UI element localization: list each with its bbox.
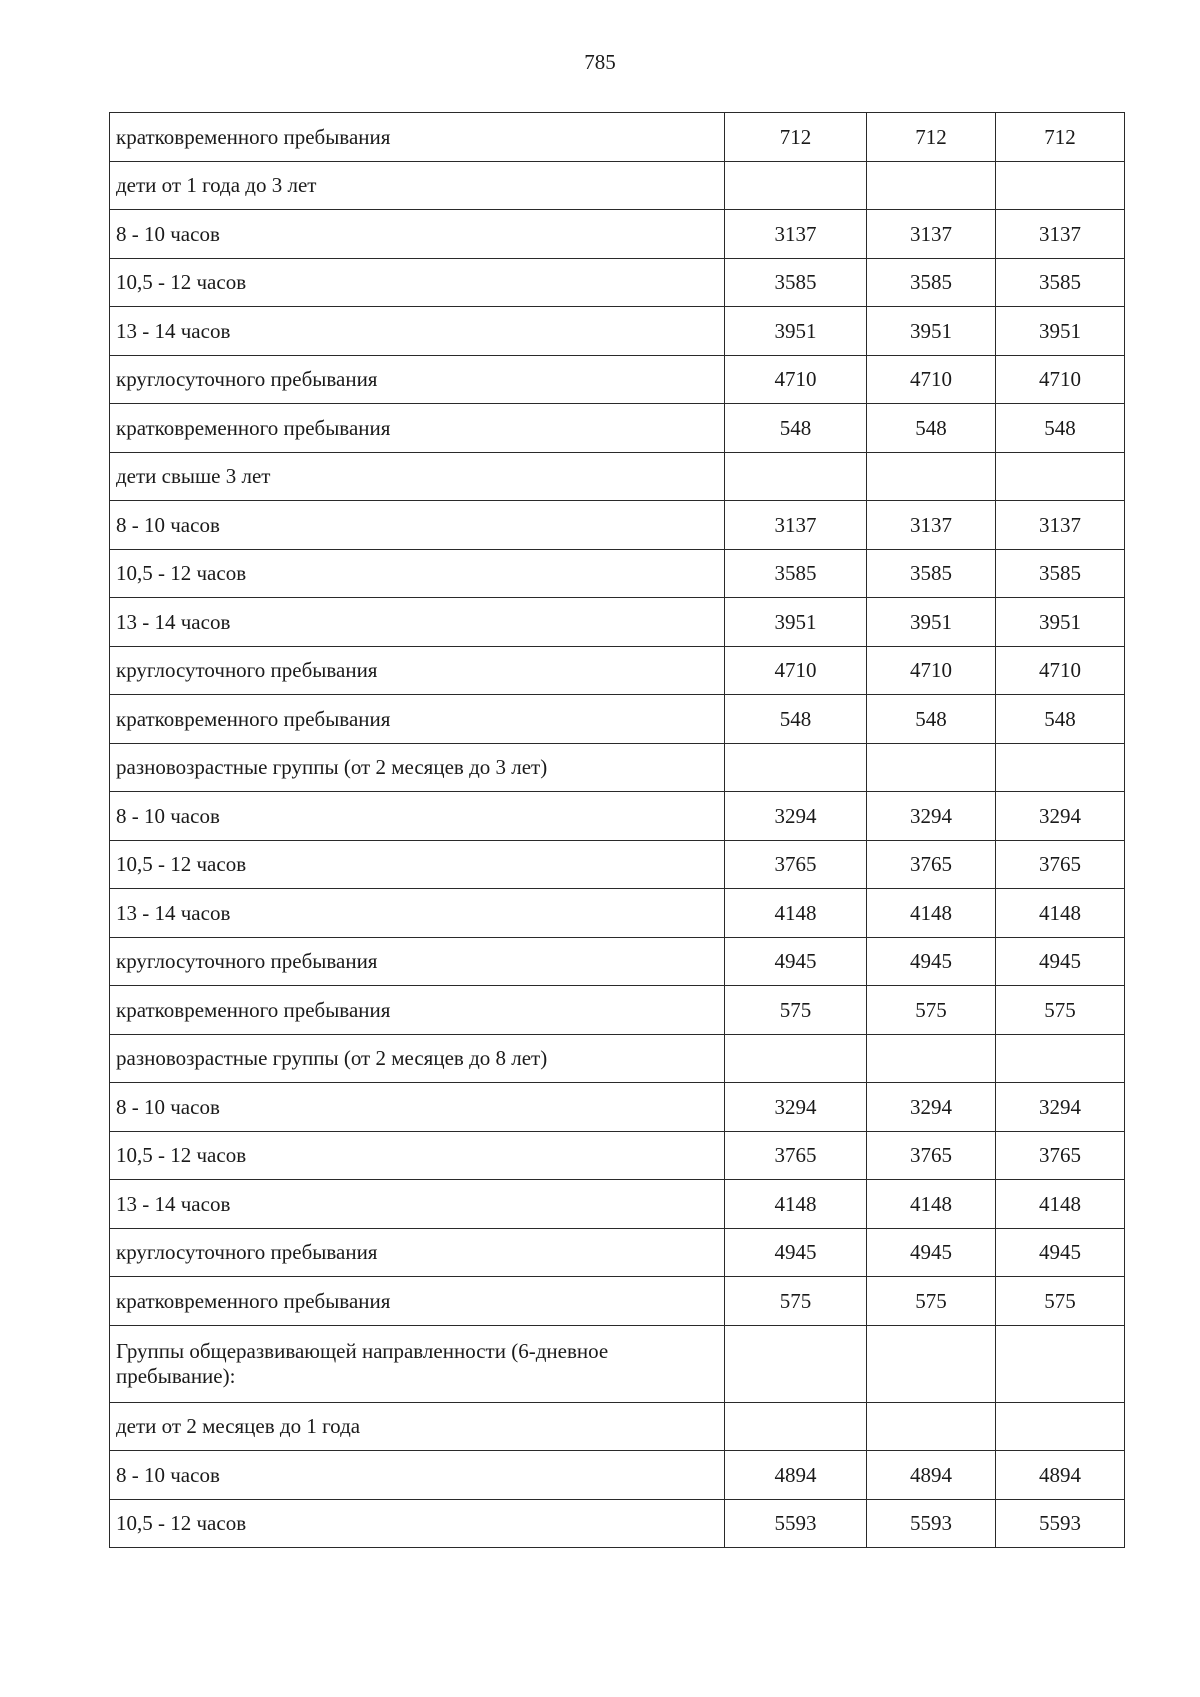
table-row <box>110 113 1125 162</box>
value-cell-1: 5593 <box>725 1499 867 1548</box>
row-label: 8 - 10 часов <box>110 210 725 259</box>
value-cell-1: 712 <box>725 113 867 162</box>
table-row <box>110 501 1125 550</box>
table-row <box>110 404 1125 453</box>
value-cell-1: 3137 <box>725 210 867 259</box>
table-row <box>110 695 1125 744</box>
row-label: дети от 1 года до 3 лет <box>110 161 725 210</box>
value-cell-3: 3137 <box>996 501 1125 550</box>
value-cell-3: 4894 <box>996 1451 1125 1500</box>
row-label: 13 - 14 часов <box>110 1180 725 1229</box>
value-cell-3: 3765 <box>996 1131 1125 1180</box>
value-cell-1: 3294 <box>725 792 867 841</box>
row-label: круглосуточного пребывания <box>110 1228 725 1277</box>
row-label: круглосуточного пребывания <box>110 937 725 986</box>
value-cell-1: 3765 <box>725 1131 867 1180</box>
value-cell-3 <box>996 1325 1125 1402</box>
row-label: 10,5 - 12 часов <box>110 1131 725 1180</box>
value-cell-2: 712 <box>867 113 996 162</box>
row-label: 8 - 10 часов <box>110 1083 725 1132</box>
value-cell-2 <box>867 161 996 210</box>
value-cell-2: 548 <box>867 404 996 453</box>
value-cell-2: 3585 <box>867 258 996 307</box>
value-cell-1: 548 <box>725 404 867 453</box>
value-cell-1: 3294 <box>725 1083 867 1132</box>
value-cell-3: 3585 <box>996 258 1125 307</box>
value-cell-3: 3585 <box>996 549 1125 598</box>
table-row <box>110 210 1125 259</box>
value-cell-1: 3585 <box>725 258 867 307</box>
value-cell-3 <box>996 1034 1125 1083</box>
table-row <box>110 355 1125 404</box>
row-label: кратковременного пребывания <box>110 404 725 453</box>
value-cell-1: 4710 <box>725 355 867 404</box>
value-cell-1: 3951 <box>725 598 867 647</box>
table-row <box>110 1131 1125 1180</box>
table-row <box>110 1228 1125 1277</box>
value-cell-1: 548 <box>725 695 867 744</box>
row-label: 8 - 10 часов <box>110 501 725 550</box>
value-cell-1: 4148 <box>725 889 867 938</box>
value-cell-3: 4148 <box>996 1180 1125 1229</box>
value-cell-3: 4710 <box>996 646 1125 695</box>
value-cell-3: 3294 <box>996 1083 1125 1132</box>
value-cell-2 <box>867 1402 996 1451</box>
tariff-table <box>109 112 1125 1548</box>
value-cell-3 <box>996 452 1125 501</box>
value-cell-2: 575 <box>867 1277 996 1326</box>
row-label: 13 - 14 часов <box>110 307 725 356</box>
value-cell-1: 4945 <box>725 1228 867 1277</box>
table-row <box>110 1402 1125 1451</box>
row-label: дети от 2 месяцев до 1 года <box>110 1402 725 1451</box>
value-cell-3: 3951 <box>996 307 1125 356</box>
table-row <box>110 840 1125 889</box>
value-cell-2: 4710 <box>867 646 996 695</box>
value-cell-1: 3951 <box>725 307 867 356</box>
table-row <box>110 743 1125 792</box>
value-cell-2: 5593 <box>867 1499 996 1548</box>
table-row <box>110 1034 1125 1083</box>
value-cell-1 <box>725 1402 867 1451</box>
value-cell-1 <box>725 743 867 792</box>
value-cell-2: 4945 <box>867 1228 996 1277</box>
value-cell-2: 4148 <box>867 1180 996 1229</box>
value-cell-2 <box>867 743 996 792</box>
page-number: 785 <box>584 50 616 74</box>
row-label: 10,5 - 12 часов <box>110 549 725 598</box>
value-cell-2: 3137 <box>867 501 996 550</box>
value-cell-2 <box>867 1325 996 1402</box>
row-label: 13 - 14 часов <box>110 598 725 647</box>
row-label: кратковременного пребывания <box>110 113 725 162</box>
row-label: дети свыше 3 лет <box>110 452 725 501</box>
value-cell-3: 4148 <box>996 889 1125 938</box>
table-row <box>110 1499 1125 1548</box>
value-cell-1: 4710 <box>725 646 867 695</box>
value-cell-2: 3294 <box>867 1083 996 1132</box>
table-row <box>110 452 1125 501</box>
value-cell-3 <box>996 743 1125 792</box>
table-row <box>110 307 1125 356</box>
row-label: круглосуточного пребывания <box>110 646 725 695</box>
value-cell-2: 3765 <box>867 1131 996 1180</box>
value-cell-3: 5593 <box>996 1499 1125 1548</box>
value-cell-1: 575 <box>725 986 867 1035</box>
table-row <box>110 549 1125 598</box>
row-label: Группы общеразвивающей направленности (6-дневное пребывание): <box>110 1325 725 1402</box>
value-cell-1: 4148 <box>725 1180 867 1229</box>
row-label: круглосуточного пребывания <box>110 355 725 404</box>
value-cell-2: 3137 <box>867 210 996 259</box>
value-cell-3: 4945 <box>996 1228 1125 1277</box>
row-label: 10,5 - 12 часов <box>110 258 725 307</box>
value-cell-2: 4710 <box>867 355 996 404</box>
value-cell-2: 3294 <box>867 792 996 841</box>
table-row <box>110 646 1125 695</box>
value-cell-2: 3951 <box>867 598 996 647</box>
value-cell-1: 3137 <box>725 501 867 550</box>
value-cell-3 <box>996 1402 1125 1451</box>
value-cell-1: 4945 <box>725 937 867 986</box>
tariff-table-body <box>110 113 1125 1548</box>
table-row <box>110 258 1125 307</box>
value-cell-1: 3765 <box>725 840 867 889</box>
value-cell-2 <box>867 1034 996 1083</box>
value-cell-3: 4945 <box>996 937 1125 986</box>
table-row <box>110 792 1125 841</box>
value-cell-2: 3765 <box>867 840 996 889</box>
table-row <box>110 598 1125 647</box>
table-row <box>110 986 1125 1035</box>
value-cell-1: 3585 <box>725 549 867 598</box>
value-cell-2: 3585 <box>867 549 996 598</box>
value-cell-1 <box>725 452 867 501</box>
value-cell-3: 4710 <box>996 355 1125 404</box>
table-row <box>110 1277 1125 1326</box>
table-row <box>110 1325 1125 1402</box>
value-cell-3: 575 <box>996 1277 1125 1326</box>
value-cell-2: 3951 <box>867 307 996 356</box>
value-cell-1: 4894 <box>725 1451 867 1500</box>
value-cell-3: 3137 <box>996 210 1125 259</box>
row-label: кратковременного пребывания <box>110 695 725 744</box>
value-cell-3: 548 <box>996 695 1125 744</box>
row-label: 8 - 10 часов <box>110 792 725 841</box>
row-label: разновозрастные группы (от 2 месяцев до 3 лет) <box>110 743 725 792</box>
value-cell-2: 548 <box>867 695 996 744</box>
value-cell-3: 3294 <box>996 792 1125 841</box>
row-label: 10,5 - 12 часов <box>110 840 725 889</box>
value-cell-2: 4148 <box>867 889 996 938</box>
row-label: 8 - 10 часов <box>110 1451 725 1500</box>
value-cell-1 <box>725 1325 867 1402</box>
table-row <box>110 1083 1125 1132</box>
table-row <box>110 1451 1125 1500</box>
value-cell-2: 4945 <box>867 937 996 986</box>
value-cell-1 <box>725 1034 867 1083</box>
row-label: кратковременного пребывания <box>110 986 725 1035</box>
value-cell-3: 548 <box>996 404 1125 453</box>
value-cell-3: 575 <box>996 986 1125 1035</box>
row-label: 10,5 - 12 часов <box>110 1499 725 1548</box>
table-row <box>110 1180 1125 1229</box>
value-cell-3 <box>996 161 1125 210</box>
value-cell-3: 712 <box>996 113 1125 162</box>
value-cell-1 <box>725 161 867 210</box>
row-label: 13 - 14 часов <box>110 889 725 938</box>
value-cell-3: 3765 <box>996 840 1125 889</box>
value-cell-2 <box>867 452 996 501</box>
row-label: кратковременного пребывания <box>110 1277 725 1326</box>
value-cell-2: 575 <box>867 986 996 1035</box>
value-cell-2: 4894 <box>867 1451 996 1500</box>
table-row <box>110 161 1125 210</box>
table-row <box>110 889 1125 938</box>
value-cell-1: 575 <box>725 1277 867 1326</box>
row-label: разновозрастные группы (от 2 месяцев до 8 лет) <box>110 1034 725 1083</box>
value-cell-3: 3951 <box>996 598 1125 647</box>
table-row <box>110 937 1125 986</box>
